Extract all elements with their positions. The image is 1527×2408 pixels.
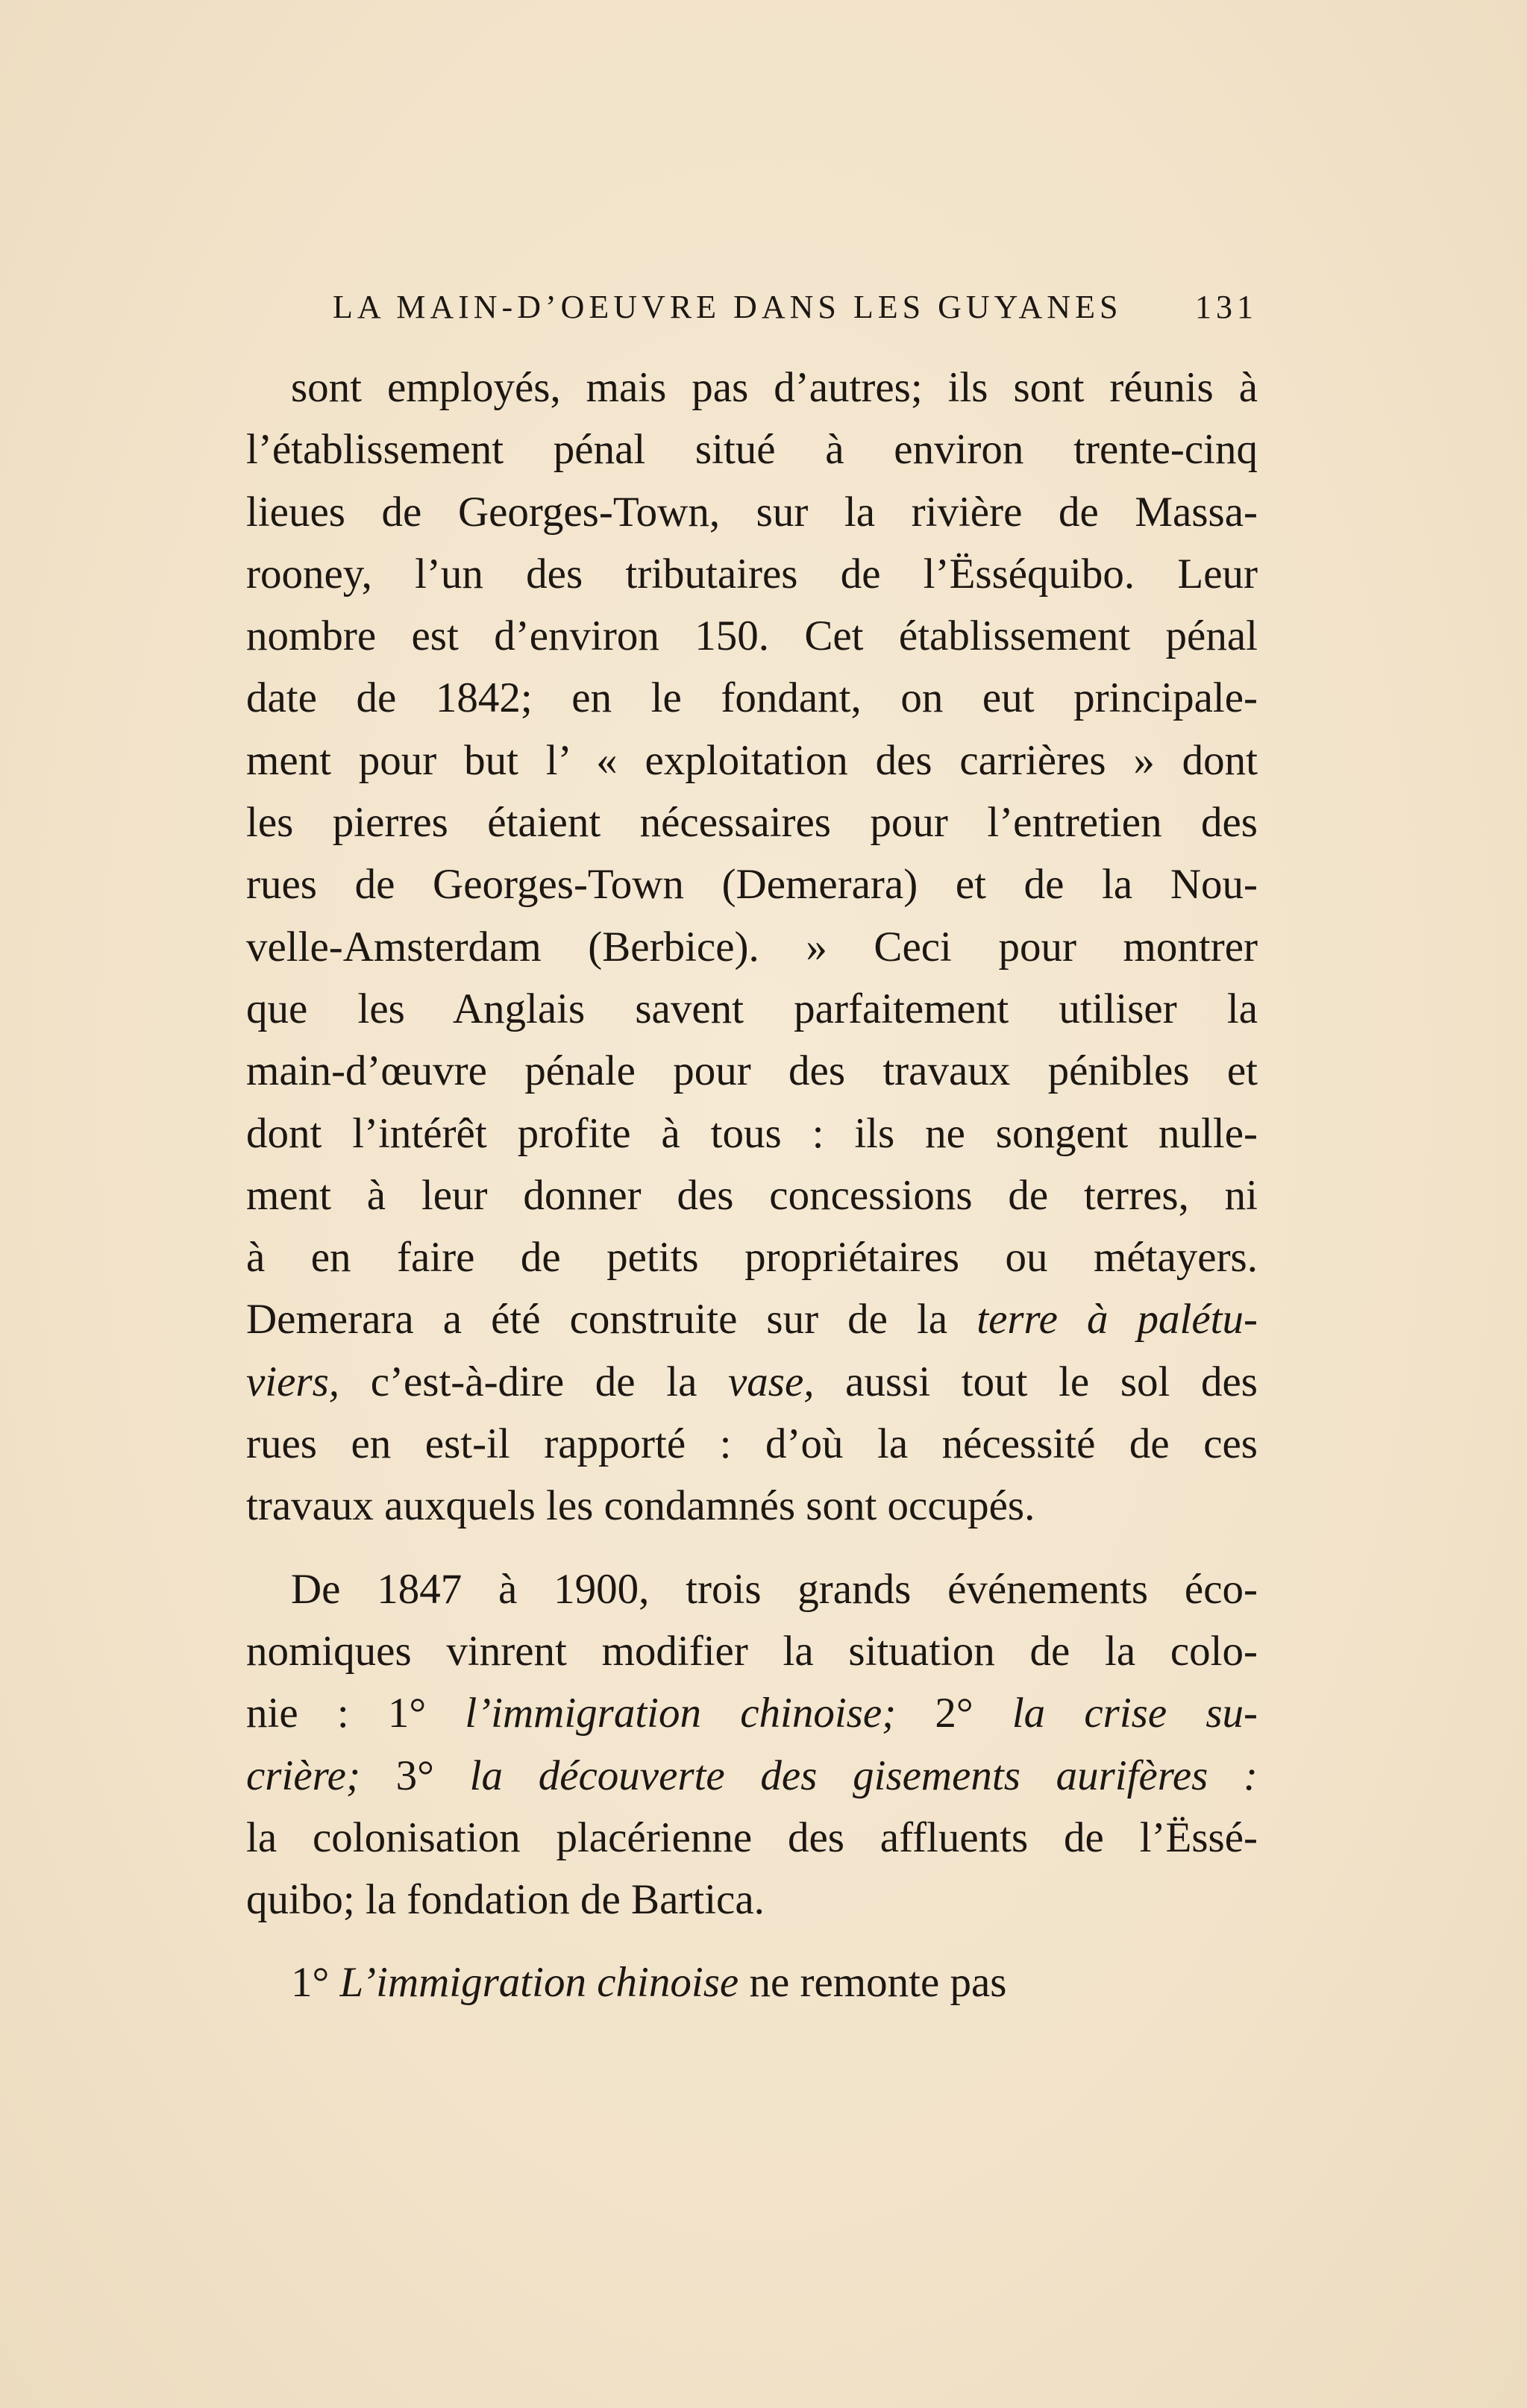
text-line [246, 1682, 1258, 1744]
paragraph [246, 1951, 1258, 2013]
italic-text: crière; [246, 1752, 360, 1799]
text-segment: les pierres étaient nécessaires pour l’entretien des [246, 799, 1258, 847]
text-line [246, 357, 1258, 418]
text-line [246, 418, 1258, 480]
text-segment: velle-Amsterdam (Berbice). » Ceci pour montrer [246, 923, 1258, 971]
text-segment: lieues de Georges-Town, sur la rivière de Massa- [246, 488, 1258, 536]
text-segment: 3° [360, 1752, 470, 1799]
text-segment: nomiques vinrent modifier la situation de la colo- [246, 1627, 1258, 1675]
text-line [246, 667, 1258, 729]
text-line [246, 730, 1258, 791]
text-segment: sont employés, mais pas d’autres; ils sont réunis à [291, 364, 1258, 411]
italic-text: la découverte des gisements aurifères : [469, 1752, 1258, 1799]
text-segment: nie : 1° [246, 1690, 465, 1737]
text-segment: l’établissement pénal situé à environ trente-cinq [246, 426, 1258, 474]
body-text [246, 357, 1258, 2014]
text-line [246, 1869, 1258, 1931]
text-segment: que les Anglais savent parfaitement utiliser la [246, 985, 1258, 1032]
text-segment: ne remonte pas [739, 1959, 1007, 2007]
paragraph-gap [246, 1931, 1258, 1951]
page-number: 131 [1195, 289, 1258, 325]
text-line [246, 543, 1258, 605]
text-line [246, 1475, 1258, 1537]
text-line [246, 1413, 1258, 1475]
italic-text: viers, [246, 1358, 340, 1405]
text-segment: travaux auxquels les condamnés sont occupés. [246, 1482, 1035, 1530]
text-line [246, 1351, 1258, 1413]
running-head [333, 285, 1258, 330]
text-segment: 1° [291, 1959, 340, 2007]
text-segment: rues de Georges-Town (Demerara) et de la Nou- [246, 861, 1258, 909]
text-segment: aussi tout le sol des [814, 1358, 1258, 1405]
text-line [246, 978, 1258, 1040]
text-segment: dont l’intérêt profite à tous : ils ne songent nulle- [246, 1109, 1258, 1157]
text-segment: la colonisation placérienne des affluents de l’Ëssé- [246, 1813, 1258, 1861]
running-head-title: LA MAIN-D’OEUVRE DANS LES GUYANES [333, 289, 1123, 325]
text-segment: date de 1842; en le fondant, on eut principale- [246, 674, 1258, 722]
text-line [246, 1620, 1258, 1682]
paragraph [246, 1558, 1258, 1931]
text-line [246, 605, 1258, 667]
text-segment: 2° [896, 1690, 1012, 1737]
text-segment: nombre est d’environ 150. Cet établissement pénal [246, 612, 1258, 660]
text-segment: ment pour but l’ « exploitation des carrières » dont [246, 736, 1258, 784]
text-line [246, 791, 1258, 853]
text-line [246, 1164, 1258, 1226]
text-segment: rooney, l’un des tributaires de l’Ësséquibo. Leur [246, 550, 1258, 598]
text-segment: c’est-à-dire de la [339, 1358, 728, 1405]
italic-text: vase, [728, 1358, 815, 1405]
text-line [246, 481, 1258, 543]
text-line [246, 853, 1258, 915]
text-segment: rues en est-il rapporté : d’où la nécessité de ces [246, 1420, 1258, 1468]
text-line [246, 1558, 1258, 1620]
text-segment: main-d’œuvre pénale pour des travaux pénibles et [246, 1047, 1258, 1095]
text-line [246, 1040, 1258, 1102]
text-line [246, 1951, 1258, 2013]
text-line [246, 1807, 1258, 1869]
text-line [246, 1103, 1258, 1164]
italic-text: l’immigration chinoise; [465, 1690, 897, 1737]
italic-text: terre à palétu- [976, 1296, 1258, 1343]
paragraph-gap [246, 1537, 1258, 1558]
text-segment: Demerara a été construite sur de la [246, 1296, 977, 1343]
italic-text: L’immigration chinoise [339, 1959, 739, 2007]
text-line [246, 1745, 1258, 1807]
italic-text: la crise su- [1012, 1690, 1258, 1737]
text-segment: quibo; la fondation de Bartica. [246, 1876, 765, 1924]
text-segment: ment à leur donner des concessions de terres, ni [246, 1171, 1258, 1219]
text-line [246, 916, 1258, 978]
text-segment: De 1847 à 1900, trois grands événements éco- [291, 1565, 1258, 1613]
text-line [246, 1288, 1258, 1350]
text-segment: à en faire de petits propriétaires ou métayers. [246, 1234, 1258, 1282]
paragraph [246, 357, 1258, 1537]
text-line [246, 1226, 1258, 1288]
